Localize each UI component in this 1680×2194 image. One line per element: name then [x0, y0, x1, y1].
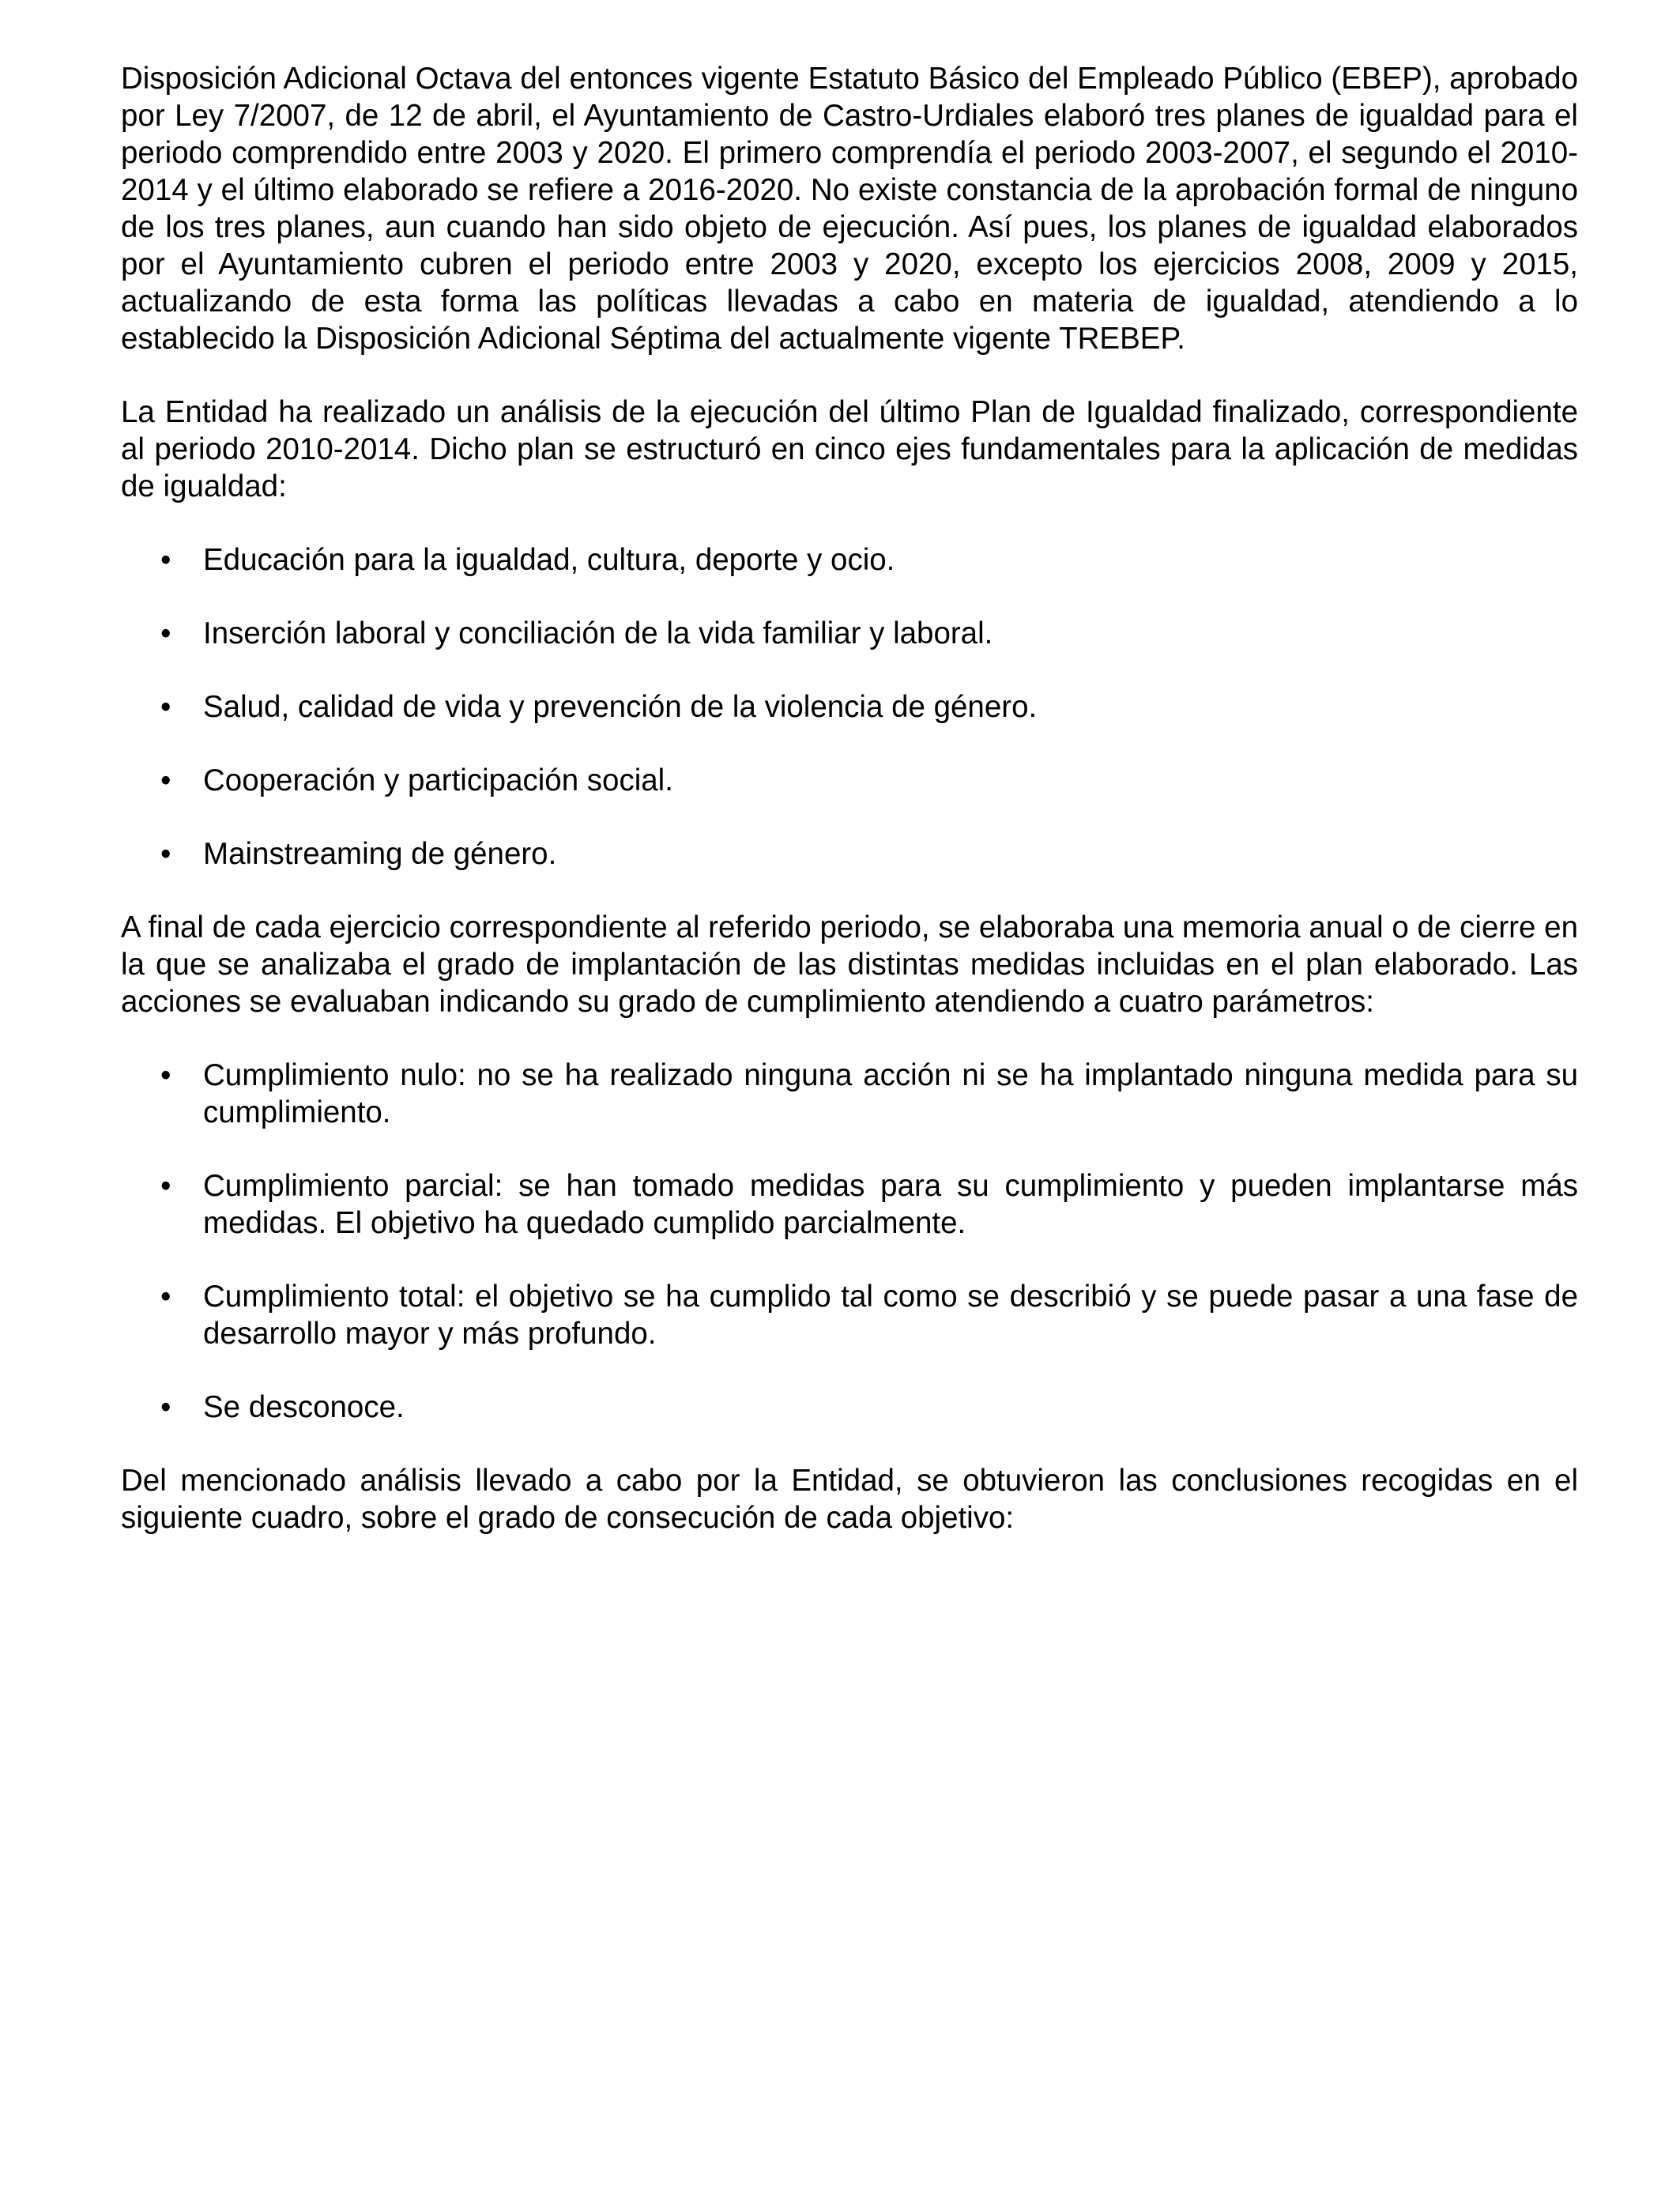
list-item-text: Cumplimiento parcial: se han tomado medidas para su cumplimiento y pueden implantarse más medidas. El objetivo ha quedado cumplido parcialmente. — [203, 1169, 1578, 1240]
bullet-icon: • — [160, 1169, 171, 1203]
list-item — [121, 541, 1578, 579]
bullet-icon: • — [160, 1058, 171, 1092]
list-item — [121, 688, 1578, 726]
bullet-icon: • — [160, 763, 171, 797]
ejes-list — [121, 541, 1578, 873]
list-item-text: Mainstreaming de género. — [203, 837, 557, 871]
list-item — [121, 1389, 1578, 1426]
paragraph-conclusiones: Del mencionado análisis llevado a cabo por la Entidad, se obtuvieron las conclusiones recogidas en el siguiente cuadro, sobre el grado de consecución de cada objetivo: — [121, 1464, 1578, 1535]
list-item — [121, 762, 1578, 799]
parametros-list — [121, 1057, 1578, 1426]
list-item-text: Inserción laboral y conciliación de la vida familiar y laboral. — [203, 616, 993, 650]
list-item-text: Cumplimiento nulo: no se ha realizado ninguna acción ni se ha implantado ninguna medida para su cumplimiento. — [203, 1058, 1578, 1129]
document-page — [121, 60, 1578, 1573]
list-item — [121, 1167, 1578, 1242]
list-item-text: Cooperación y participación social. — [203, 763, 673, 797]
list-item — [121, 615, 1578, 652]
list-item — [121, 1057, 1578, 1131]
bullet-icon: • — [160, 1390, 171, 1424]
paragraph-memoria-anual: A final de cada ejercicio correspondiente al referido periodo, se elaboraba una memoria anual o de cierre en la que se analizaba el grado de implantación de las distintas medidas incluidas en el plan elaborado. Las acciones se evaluaban indicando su grado de cumplimiento atendiendo a cuatro parámetros: — [121, 910, 1578, 1019]
paragraph-planes-igualdad: Disposición Adicional Octava del entonces vigente Estatuto Básico del Empleado Público (EBEP), aprobado por Ley 7/2007, de 12 de abril, el Ayuntamiento de Castro-Urdiales elaboró tres planes de igualdad para el periodo comprendido entre 2003 y 2020. El primero comprendía el periodo 2003-2007, el segundo el 2010-2014 y el último elaborado se refiere a 2016-2020. No existe constancia de la aprobación formal de ninguno de los tres planes, aun cuando han sido objeto de ejecución. Así pues, los planes de igualdad elaborados por el Ayuntamiento cubren el periodo entre 2003 y 2020, excepto los ejercicios 2008, 2009 y 2015, actualizando de esta forma las políticas llevadas a cabo en materia de igualdad, atendiendo a lo establecido la Disposición Adicional Séptima del actualmente vigente TREBEP. — [121, 62, 1578, 356]
bullet-icon: • — [160, 1280, 171, 1314]
list-item-text: Cumplimiento total: el objetivo se ha cumplido tal como se describió y se puede pasar a una fase de desarrollo mayor y más profundo. — [203, 1280, 1578, 1351]
list-item — [121, 1278, 1578, 1352]
bullet-icon: • — [160, 690, 171, 724]
list-item-text: Salud, calidad de vida y prevención de la violencia de género. — [203, 690, 1038, 724]
bullet-icon: • — [160, 837, 171, 871]
bullet-icon: • — [160, 616, 171, 650]
paragraph-analisis-ejecucion: La Entidad ha realizado un análisis de la ejecución del último Plan de Igualdad finalizado, correspondiente al periodo 2010-2014. Dicho plan se estructuró en cinco ejes fundamentales para la aplicación de medidas de igualdad: — [121, 395, 1578, 503]
list-item — [121, 835, 1578, 873]
list-item-text: Educación para la igualdad, cultura, deporte y ocio. — [203, 543, 895, 577]
bullet-icon: • — [160, 543, 171, 577]
list-item-text: Se desconoce. — [203, 1390, 405, 1424]
